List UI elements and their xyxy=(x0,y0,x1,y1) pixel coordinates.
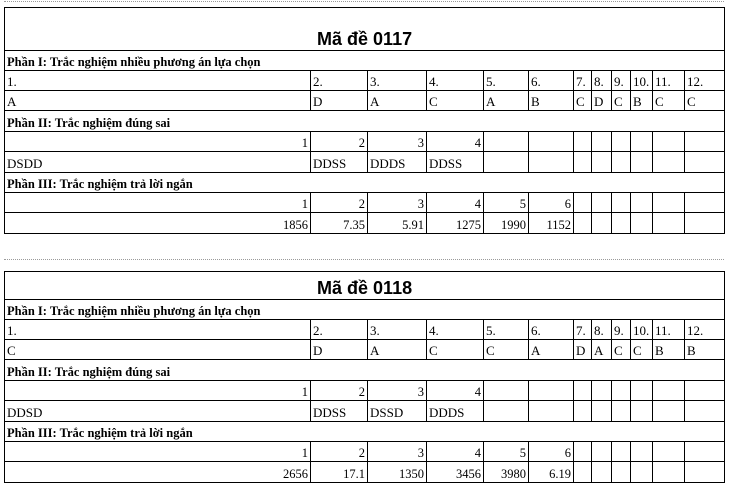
answer-cell: C xyxy=(653,91,685,111)
empty-cell xyxy=(574,132,592,152)
question-number: 1 xyxy=(5,132,311,152)
answer-cell: D xyxy=(311,91,368,111)
question-number: 12. xyxy=(685,71,725,91)
empty-cell xyxy=(484,401,529,422)
answer-cell: DSSD xyxy=(368,401,427,422)
question-number: 6 xyxy=(529,442,574,462)
empty-cell xyxy=(612,152,631,173)
question-number: 3. xyxy=(368,71,427,91)
answer-cell: DDDS xyxy=(427,401,484,422)
answer-cell: D xyxy=(592,91,612,111)
answer-cell: C xyxy=(612,91,631,111)
question-number: 1 xyxy=(5,381,311,401)
answer-cell: A xyxy=(368,91,427,111)
question-number: 10. xyxy=(631,71,653,91)
answer-cell: C xyxy=(5,340,311,360)
empty-cell xyxy=(631,213,653,234)
page-top-rule xyxy=(4,1,724,2)
question-number: 4. xyxy=(427,71,484,91)
question-number: 4 xyxy=(427,442,484,462)
empty-cell xyxy=(685,193,725,213)
empty-cell xyxy=(631,442,653,462)
empty-cell xyxy=(574,193,592,213)
answer-cell: DDDS xyxy=(368,152,427,173)
answer-cell: C xyxy=(427,340,484,360)
question-number: 2 xyxy=(311,193,368,213)
answer-cell: 1990 xyxy=(484,213,529,234)
answer-cell: 3980 xyxy=(484,462,529,483)
question-number: 4 xyxy=(427,193,484,213)
empty-cell xyxy=(484,132,529,152)
answer-cell: DDSS xyxy=(311,401,368,422)
answer-cell: D xyxy=(574,340,592,360)
question-number: 7. xyxy=(574,320,592,340)
empty-cell xyxy=(592,152,612,173)
answer-cell: 5.91 xyxy=(368,213,427,234)
answer-cell: DSDD xyxy=(5,152,311,173)
question-number: 2. xyxy=(311,71,368,91)
question-number: 2 xyxy=(311,132,368,152)
empty-cell xyxy=(631,193,653,213)
part1-answer-row xyxy=(5,91,725,111)
empty-cell xyxy=(653,213,685,234)
answer-cell: C xyxy=(484,340,529,360)
question-number: 6. xyxy=(529,320,574,340)
answer-cell: C xyxy=(427,91,484,111)
empty-cell xyxy=(612,381,631,401)
part2-heading: Phần II: Trắc nghiệm đúng sai xyxy=(5,360,725,381)
empty-cell xyxy=(592,401,612,422)
empty-cell xyxy=(574,442,592,462)
answer-cell: B xyxy=(685,340,725,360)
empty-cell xyxy=(574,381,592,401)
question-number: 10. xyxy=(631,320,653,340)
empty-cell xyxy=(653,462,685,483)
empty-cell xyxy=(631,401,653,422)
part3-heading: Phần III: Trắc nghiệm trả lời ngắn xyxy=(5,173,725,193)
answer-cell: C xyxy=(612,340,631,360)
question-number: 3 xyxy=(368,381,427,401)
question-number: 5. xyxy=(484,71,529,91)
answer-cell: A xyxy=(5,91,311,111)
empty-cell xyxy=(685,152,725,173)
empty-cell xyxy=(612,193,631,213)
answer-cell: A xyxy=(529,340,574,360)
empty-cell xyxy=(529,132,574,152)
part3-number-row xyxy=(5,442,725,462)
answer-cell: D xyxy=(311,340,368,360)
question-number: 2. xyxy=(311,320,368,340)
empty-cell xyxy=(653,193,685,213)
question-number: 8. xyxy=(592,71,612,91)
question-number: 3. xyxy=(368,320,427,340)
answer-cell: 1856 xyxy=(5,213,311,234)
part1-number-row xyxy=(5,71,725,91)
empty-cell xyxy=(592,132,612,152)
exam-code-title: Mã đề 0118 xyxy=(5,272,725,300)
question-number: 7. xyxy=(574,71,592,91)
question-number: 2 xyxy=(311,442,368,462)
question-number: 11. xyxy=(653,320,685,340)
answer-cell: B xyxy=(631,91,653,111)
empty-cell xyxy=(631,381,653,401)
empty-cell xyxy=(612,442,631,462)
answer-cell: 1350 xyxy=(368,462,427,483)
empty-cell xyxy=(653,381,685,401)
part2-number-row xyxy=(5,381,725,401)
answer-cell: A xyxy=(592,340,612,360)
answer-cell: DDSS xyxy=(427,152,484,173)
empty-cell xyxy=(653,401,685,422)
empty-cell xyxy=(631,132,653,152)
empty-cell xyxy=(574,462,592,483)
empty-cell xyxy=(685,462,725,483)
empty-cell xyxy=(631,462,653,483)
empty-cell xyxy=(653,132,685,152)
answer-key-table-0117 xyxy=(4,7,725,234)
answer-cell: A xyxy=(368,340,427,360)
empty-cell xyxy=(574,401,592,422)
question-number: 5 xyxy=(484,193,529,213)
answer-key-table-0118 xyxy=(4,271,725,483)
question-number: 6 xyxy=(529,193,574,213)
question-number: 1. xyxy=(5,71,311,91)
question-number: 11. xyxy=(653,71,685,91)
question-number: 8. xyxy=(592,320,612,340)
empty-cell xyxy=(529,381,574,401)
answer-cell: 3456 xyxy=(427,462,484,483)
question-number: 9. xyxy=(612,71,631,91)
answer-cell: DDSS xyxy=(311,152,368,173)
question-number: 9. xyxy=(612,320,631,340)
question-number: 5. xyxy=(484,320,529,340)
part2-answer-row xyxy=(5,152,725,173)
empty-cell xyxy=(592,442,612,462)
empty-cell xyxy=(653,442,685,462)
question-number: 4 xyxy=(427,381,484,401)
part3-heading: Phần III: Trắc nghiệm trả lời ngắn xyxy=(5,422,725,442)
part1-heading: Phần I: Trắc nghiệm nhiều phương án lựa chọn xyxy=(5,300,725,320)
answer-cell: 1275 xyxy=(427,213,484,234)
question-number: 12. xyxy=(685,320,725,340)
answer-cell: 7.35 xyxy=(311,213,368,234)
empty-cell xyxy=(685,401,725,422)
question-number: 5 xyxy=(484,442,529,462)
empty-cell xyxy=(574,152,592,173)
empty-cell xyxy=(484,152,529,173)
part2-number-row xyxy=(5,132,725,152)
part2-answer-row xyxy=(5,401,725,422)
answer-cell: DDSD xyxy=(5,401,311,422)
empty-cell xyxy=(484,381,529,401)
answer-cell: 1152 xyxy=(529,213,574,234)
answer-cell: 2656 xyxy=(5,462,311,483)
empty-cell xyxy=(592,462,612,483)
part3-answer-row xyxy=(5,462,725,483)
answer-cell: C xyxy=(685,91,725,111)
question-number: 6. xyxy=(529,71,574,91)
part1-heading: Phần I: Trắc nghiệm nhiều phương án lựa chọn xyxy=(5,51,725,71)
question-number: 1 xyxy=(5,193,311,213)
part1-answer-row xyxy=(5,340,725,360)
empty-cell xyxy=(529,401,574,422)
question-number: 2 xyxy=(311,381,368,401)
answer-cell: A xyxy=(484,91,529,111)
empty-cell xyxy=(685,442,725,462)
part1-number-row xyxy=(5,320,725,340)
exam-code-title: Mã đề 0117 xyxy=(5,8,725,51)
answer-cell: C xyxy=(631,340,653,360)
answer-cell: 6.19 xyxy=(529,462,574,483)
empty-cell xyxy=(612,213,631,234)
question-number: 4. xyxy=(427,320,484,340)
empty-cell xyxy=(685,381,725,401)
answer-cell: C xyxy=(574,91,592,111)
empty-cell xyxy=(592,193,612,213)
empty-cell xyxy=(592,213,612,234)
answer-cell: B xyxy=(653,340,685,360)
question-number: 3 xyxy=(368,193,427,213)
empty-cell xyxy=(612,462,631,483)
empty-cell xyxy=(612,401,631,422)
question-number: 4 xyxy=(427,132,484,152)
empty-cell xyxy=(653,152,685,173)
part3-answer-row xyxy=(5,213,725,234)
question-number: 3 xyxy=(368,132,427,152)
part3-number-row xyxy=(5,193,725,213)
question-number: 1 xyxy=(5,442,311,462)
question-number: 1. xyxy=(5,320,311,340)
empty-cell xyxy=(592,381,612,401)
empty-cell xyxy=(529,152,574,173)
part2-heading: Phần II: Trắc nghiệm đúng sai xyxy=(5,111,725,132)
answer-cell: 17.1 xyxy=(311,462,368,483)
empty-cell xyxy=(574,213,592,234)
empty-cell xyxy=(685,213,725,234)
empty-cell xyxy=(612,132,631,152)
empty-cell xyxy=(685,132,725,152)
empty-cell xyxy=(631,152,653,173)
answer-cell: B xyxy=(529,91,574,111)
question-number: 3 xyxy=(368,442,427,462)
section-separator xyxy=(4,259,724,260)
